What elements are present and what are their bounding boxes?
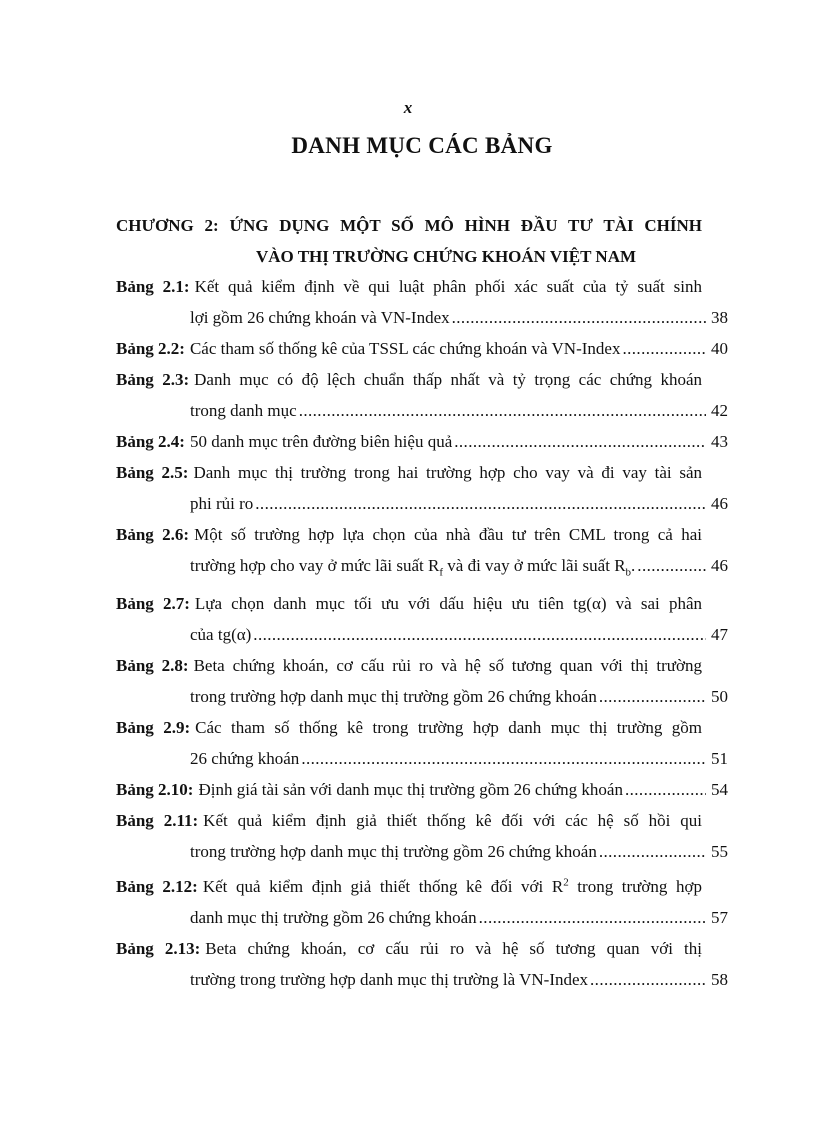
chapter-heading-line1: CHƯƠNG 2: ỨNG DỤNG MỘT SỐ MÔ HÌNH ĐẦU TƯ TÀI CHÍNH [116, 216, 702, 235]
toc-entry[interactable] [116, 588, 728, 650]
toc-entry[interactable] [116, 805, 728, 867]
toc-entry[interactable] [116, 867, 728, 933]
entry-page: 50 [711, 687, 728, 707]
entry-text: Kết quả kiểm định về qui luật phân phối xác suất của tỷ suất sinh [194, 277, 702, 296]
leader-dots [599, 836, 706, 867]
leader-dots [301, 743, 706, 774]
leader-dots [590, 964, 706, 995]
entry-text-cont: trường trong trường hợp danh mục thị trường là VN-Index [190, 970, 589, 990]
leader-dots [625, 774, 706, 805]
entry-text-cont: lợi gồm 26 chứng khoán và VN-Index [190, 308, 450, 327]
entry-text: Beta chứng khoán, cơ cấu rủi ro và hệ số tương quan với thị [205, 939, 702, 959]
entry-label: Bảng 2.13: [116, 939, 201, 959]
entry-text: Lựa chọn danh mục tối ưu với dấu hiệu ưu tiên tg(α) và sai phân [194, 594, 702, 614]
toc-entry[interactable] [116, 457, 728, 519]
entry-text: Định giá tài sản với danh mục thị trường gồm 26 chứng khoán [198, 780, 623, 800]
leader-dots [599, 681, 706, 712]
entry-text-cont: trong trường hợp danh mục thị trường gồm 26 chứng khoán [190, 687, 597, 707]
entry-page: 57 [711, 908, 728, 928]
entry-text: Các tham số thống kê trong trường hợp danh mục thị trường gồm [195, 718, 702, 738]
toc-entry[interactable] [116, 933, 728, 995]
entry-text-cont: trong trường hợp danh mục thị trường gồm 26 chứng khoán [190, 842, 597, 862]
subscript-f: f [439, 566, 444, 579]
entry-text: Danh mục có độ lệch chuẩn thấp nhất và tỷ trọng các chứng khoán [194, 370, 703, 389]
entry-text-cont: 26 chứng khoán [190, 749, 300, 769]
entry-text: 50 danh mục trên đường biên hiệu quả [189, 432, 453, 451]
leader-dots [452, 302, 706, 333]
entry-page: 42 [711, 401, 728, 420]
entry-text-cont: trong danh mục [190, 401, 297, 420]
toc-entry[interactable] [116, 333, 728, 364]
entry-text: Các tham số thống kê của TSSL các chứng khoán và VN-Index [189, 339, 621, 358]
leader-dots [637, 550, 706, 581]
chapter-heading [116, 210, 702, 272]
entry-label: Bảng 2.8: [116, 656, 189, 676]
leader-dots [299, 395, 706, 426]
entry-page: 51 [711, 749, 728, 769]
entry-page: 58 [711, 970, 728, 990]
toc-entry[interactable] [116, 774, 728, 805]
entry-label: Bảng 2.2: [116, 339, 185, 358]
entry-label: Bảng 2.7: [116, 594, 190, 614]
entry-text: Kết quả kiểm định giả thiết thống kê đối với các hệ số hồi qui [203, 811, 702, 831]
entry-text-cont: danh mục thị trường gồm 26 chứng khoán [190, 908, 477, 928]
entry-label: Bảng 2.3: [116, 370, 190, 389]
toc-entry[interactable] [116, 519, 728, 588]
entry-label: Bảng 2.9: [116, 718, 191, 738]
subscript-b: b [625, 566, 632, 579]
entry-text-cont: phi rủi ro [190, 494, 254, 513]
superscript-2: 2 [563, 876, 569, 889]
entry-label: Bảng 2.10: [116, 780, 194, 800]
entry-text: Danh mục thị trường trong hai trường hợp cho vay và đi vay tài sản [193, 463, 702, 482]
toc-entry[interactable] [116, 712, 728, 774]
entry-page: 54 [711, 780, 728, 800]
page-title: DANH MỤC CÁC BẢNG [291, 133, 553, 158]
toc-entry[interactable] [116, 364, 728, 426]
entry-page: 38 [711, 308, 728, 327]
leader-dots [479, 902, 706, 933]
leader-dots [622, 333, 706, 364]
entry-page: 55 [711, 842, 728, 862]
entry-page: 46 [711, 494, 728, 513]
entry-label: Bảng 2.1: [116, 277, 190, 296]
entry-label: Bảng 2.11: [116, 811, 199, 831]
entry-label: Bảng 2.12: [116, 877, 198, 897]
table-list [116, 271, 728, 995]
entry-page: 43 [711, 432, 728, 451]
toc-entry[interactable] [116, 650, 728, 712]
entry-label: Bảng 2.5: [116, 463, 189, 482]
entry-text-cont: trường hợp cho vay ở mức lãi suất $R_f$ và đi vay ở mức lãi suất $R_b$. [190, 556, 636, 579]
entry-page: 40 [711, 339, 728, 358]
entry-label: Bảng 2.4: [116, 432, 185, 451]
leader-dots [255, 488, 706, 519]
entry-page: 47 [711, 625, 728, 645]
toc-entry[interactable] [116, 271, 728, 333]
entry-label: Bảng 2.6: [116, 525, 190, 544]
leader-dots [253, 619, 706, 650]
chapter-heading-line2: VÀO THỊ TRƯỜNG CHỨNG KHOÁN VIỆT NAM [256, 247, 637, 266]
entry-text: Một số trường hợp lựa chọn của nhà đầu tư trên CML trong cả hai [194, 525, 702, 544]
entry-text-cont: của tg(α) [190, 625, 252, 645]
toc-entry[interactable] [116, 426, 728, 457]
entry-page: 46 [711, 556, 728, 575]
entry-text: Kết quả kiểm định giả thiết thống kê đối với $R^2$ trong trường hợp [202, 876, 702, 897]
leader-dots [454, 426, 706, 457]
page-number: x [403, 98, 413, 117]
entry-text: Beta chứng khoán, cơ cấu rủi ro và hệ số tương quan với thị trường [193, 656, 702, 676]
